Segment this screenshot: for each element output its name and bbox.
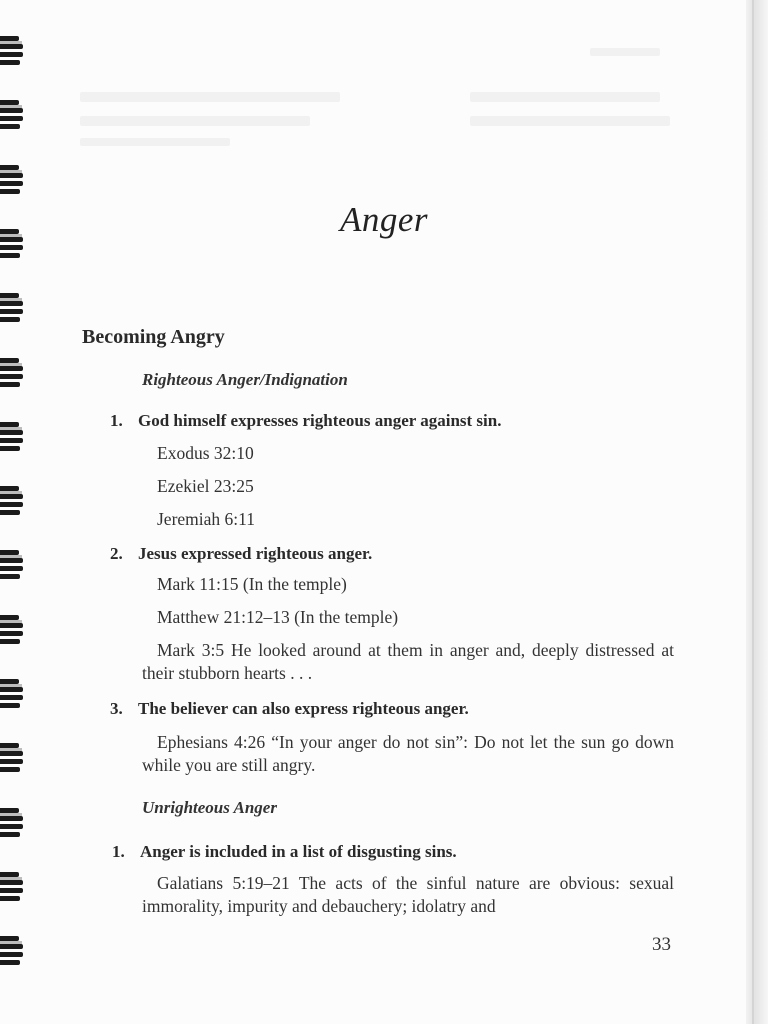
quote-text: The acts of the sinful nature are obvious: sexual immorality, impurity and debauchery; idolatry and [142, 873, 675, 916]
reference-label: Mark 11:15 [157, 574, 239, 594]
spiral-binding [0, 0, 30, 1024]
list-item-text: The believer can also express righteous anger. [138, 699, 469, 718]
binding-coil [0, 486, 26, 516]
reference-label: Jeremiah 6:11 [157, 509, 256, 529]
subsection-heading: Unrighteous Anger [142, 798, 277, 817]
section-heading: Becoming Angry [82, 326, 225, 348]
scripture-reference [157, 476, 254, 497]
list-item [110, 411, 501, 431]
list-item-number: 1. [110, 411, 123, 430]
bleed-through-mark [80, 92, 340, 102]
list-item-text: Jesus expressed righteous anger. [138, 544, 373, 563]
binding-coil [0, 550, 26, 580]
quote-reference: Mark 3:5 [157, 640, 225, 660]
binding-coil [0, 936, 26, 966]
scripture-quote [142, 639, 674, 685]
binding-coil [0, 36, 26, 66]
subsection-heading: Righteous Anger/Indignation [142, 370, 348, 389]
reference-note: (In the temple) [242, 574, 347, 594]
page-title: Anger [339, 200, 429, 239]
list-item-number: 1. [112, 842, 125, 861]
list-item [110, 544, 372, 564]
binding-coil [0, 743, 26, 773]
scripture-reference [157, 574, 347, 595]
scripture-quote [142, 731, 674, 777]
quote-text: “In your anger do not sin”: Do not let the sun go down while you are still angry. [142, 732, 674, 775]
bleed-through-mark [470, 116, 670, 126]
list-item [110, 699, 469, 719]
list-item-number: 2. [110, 544, 123, 563]
scripture-reference [157, 443, 254, 464]
reference-note: (In the temple) [294, 607, 399, 627]
binding-coil [0, 679, 26, 709]
binding-coil [0, 358, 26, 388]
page-edge [746, 0, 768, 1024]
bleed-through-mark [590, 48, 660, 56]
binding-coil [0, 422, 26, 452]
bleed-through-mark [470, 92, 660, 102]
page-edge-line [752, 0, 754, 1024]
scripture-quote [142, 872, 674, 918]
scripture-reference [157, 607, 398, 628]
bleed-through-mark [80, 116, 310, 126]
reference-label: Exodus 32:10 [157, 443, 254, 463]
page-number: 33 [652, 934, 671, 955]
binding-coil [0, 100, 26, 130]
quote-reference: Galatians 5:19–21 [157, 873, 290, 893]
list-item-text: God himself expresses righteous anger against sin. [138, 411, 502, 430]
quote-reference: Ephesians 4:26 [157, 732, 266, 752]
list-item-number: 3. [110, 699, 123, 718]
reference-label: Matthew 21:12–13 [157, 607, 290, 627]
quote-text: He looked around at them in anger and, deeply distressed at their stubborn hearts . . . [142, 640, 674, 683]
binding-coil [0, 808, 26, 838]
list-item [112, 842, 457, 862]
binding-coil [0, 293, 26, 323]
binding-coil [0, 165, 26, 195]
binding-coil [0, 615, 26, 645]
reference-label: Ezekiel 23:25 [157, 476, 254, 496]
list-item-text: Anger is included in a list of disgusting sins. [140, 842, 457, 861]
bleed-through-mark [80, 138, 230, 146]
scripture-reference [157, 509, 255, 530]
binding-coil [0, 872, 26, 902]
